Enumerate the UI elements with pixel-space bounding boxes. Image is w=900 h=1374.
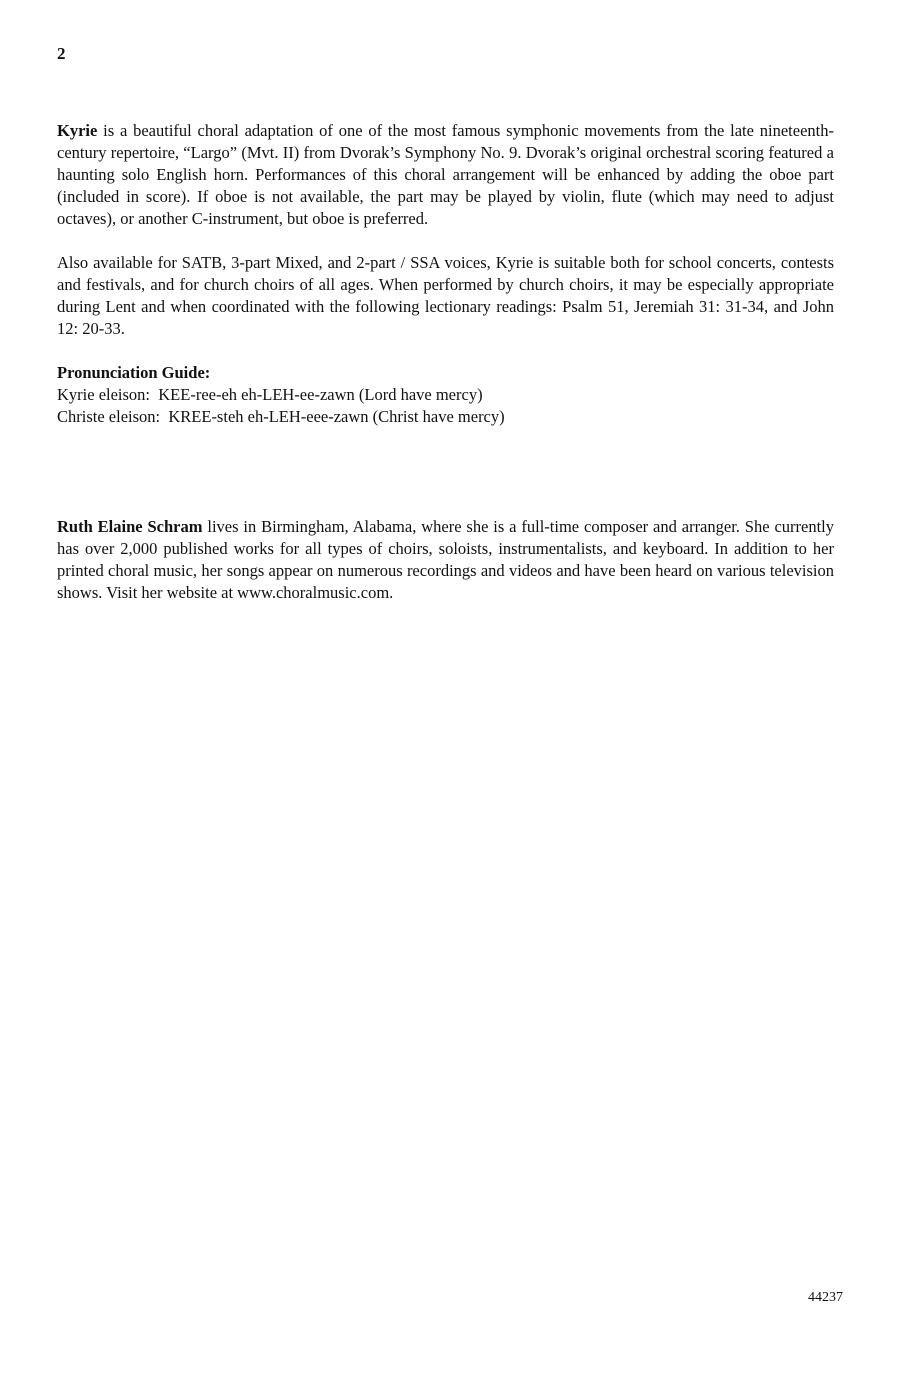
pronunciation-line-kyrie: Kyrie eleison: KEE-ree-eh eh-LEH-ee-zawn (Lord have mercy): [57, 385, 483, 404]
document-body: [57, 120, 834, 604]
pronunciation-line-christe: Christe eleison: KREE-steh eh-LEH-eee-zawn (Christ have mercy): [57, 407, 505, 426]
intro-text: is a beautiful choral adaptation of one of the most famous symphonic movements from the late nineteenth-century repertoire, “Largo” (Mvt. II) from Dvorak’s Symphony No. 9. Dvorak’s original orchestral scoring featured a haunting solo English horn. Performances of this choral arrangement will be enhanced by adding the oboe part (included in score). If oboe is not available, the part may be played by violin, flute (which may need to adjust octaves), or another C-instrument, but oboe is preferred.: [57, 121, 834, 228]
composer-bio-text: lives in Birmingham, Alabama, where she is a full-time composer and arranger. She currently has over 2,000 published works for all types of choirs, soloists, instrumentalists, and keyboard. In addition to her printed choral music, her songs appear on numerous recordings and videos and have been heard on various television shows. Visit her website at www.choralmusic.com.: [57, 517, 834, 602]
pronunciation-guide: [57, 362, 834, 428]
catalog-number: 44237: [808, 1290, 843, 1305]
composer-bio-paragraph: [57, 516, 834, 604]
composer-name: Ruth Elaine Schram: [57, 517, 203, 536]
page-number: 2: [57, 44, 66, 63]
pronunciation-heading: Pronunciation Guide:: [57, 363, 211, 382]
intro-paragraph: [57, 120, 834, 230]
intro-lead-title: Kyrie: [57, 121, 98, 140]
availability-paragraph: Also available for SATB, 3-part Mixed, and 2-part / SSA voices, Kyrie is suitable both for school concerts, contests and festivals, and for church choirs of all ages. When performed by church choirs, it may be especially appropriate during Lent and when coordinated with the following lectionary readings: Psalm 51, Jeremiah 31: 31-34, and John 12: 20-33.: [57, 253, 834, 338]
